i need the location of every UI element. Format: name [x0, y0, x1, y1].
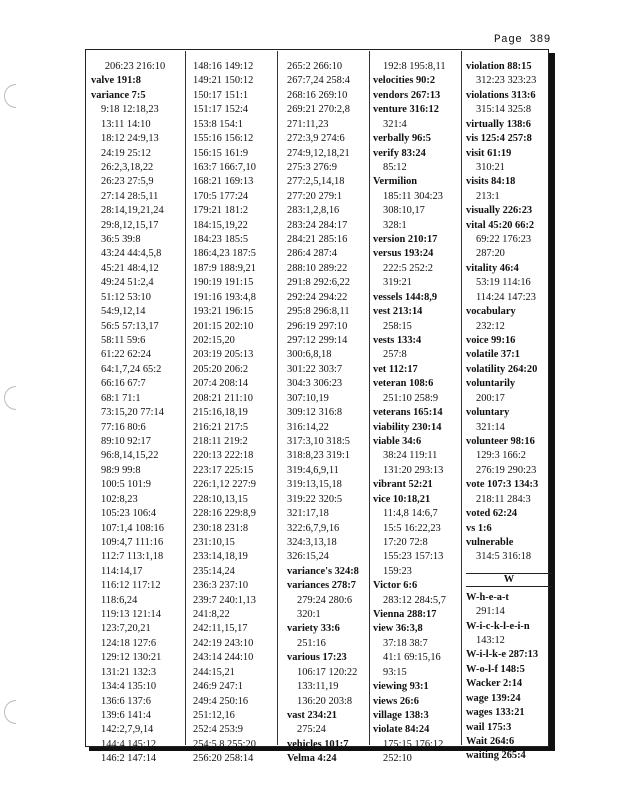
index-term: Victor 6:6 — [373, 580, 418, 592]
index-page-references: 68:1 71:1 — [101, 392, 141, 404]
index-page-references: 249:4 250:16 — [193, 695, 249, 707]
index-page-references: 148:16 149:12 — [193, 61, 254, 72]
index-term: violations 313:6 — [466, 89, 536, 101]
index-term: Vienna 288:17 — [373, 609, 437, 621]
index-page-references: 187:9 188:9,21 — [193, 262, 256, 274]
index-page-references: 267:7,24 258:4 — [287, 75, 350, 87]
index-term: wages 133:21 — [466, 707, 525, 719]
index-term: virtually 138:6 — [466, 118, 531, 130]
index-page-references: 89:10 92:17 — [101, 435, 151, 447]
index-page-references: 232:12 — [476, 320, 505, 332]
index-page-references: 186:4,23 187:5 — [193, 248, 256, 260]
column-divider — [461, 51, 462, 745]
index-page-references: 283:12 284:5,7 — [383, 594, 446, 606]
index-page-references: 275:3 276:9 — [287, 161, 337, 173]
section-letter-heading: W — [466, 573, 552, 587]
index-page-references: 233:14,18,19 — [193, 551, 248, 563]
index-term: vulnerable — [466, 536, 514, 548]
index-page-references: 319:4,6,9,11 — [287, 464, 339, 476]
index-page-references: 321:17,18 — [287, 508, 329, 520]
index-page-references: 235:14,24 — [193, 565, 235, 577]
index-page-references: 291:8 292:6,22 — [287, 277, 350, 289]
index-page-references: 77:16 80:6 — [101, 421, 146, 433]
index-page-references: 228:10,13,15 — [193, 493, 248, 505]
index-page-references: 43:24 44:4,5,8 — [101, 248, 162, 260]
index-page-references: 15:5 16:22,23 — [383, 522, 441, 534]
index-page-references: 37:18 38:7 — [383, 637, 428, 649]
index-term: vote 107:3 134:3 — [466, 479, 539, 491]
index-page-references: 27:14 28:5,11 — [101, 190, 159, 202]
index-term: W-h-e-a-t — [466, 591, 509, 603]
index-page-references: 291:14 — [476, 606, 505, 618]
index-page-references: 279:24 280:6 — [297, 594, 353, 606]
index-page-references: 17:20 72:8 — [383, 536, 428, 548]
index-page-references: 69:22 176:23 — [476, 234, 532, 246]
index-page-references: 283:1,2,8,16 — [287, 205, 340, 217]
index-page-references: 149:21 150:12 — [193, 75, 254, 87]
index-page-references: 213:1 — [476, 190, 500, 202]
index-term: voluntarily — [466, 378, 516, 390]
index-page-references: 310:21 — [476, 161, 505, 173]
index-page-references: 114:14,17 — [101, 565, 143, 577]
index-page-references: 277:2,5,14,18 — [287, 176, 345, 188]
index-page-references: 228:16 229:8,9 — [193, 508, 256, 520]
index-page-references: 184:15,19,22 — [193, 219, 248, 231]
index-term: variance 7:5 — [91, 89, 146, 101]
index-page-references: 268:16 269:10 — [287, 89, 348, 101]
index-page-references: 105:23 106:4 — [101, 508, 157, 520]
index-term: W-o-l-f 148:5 — [466, 663, 525, 675]
index-term: wail 175:3 — [466, 721, 512, 733]
index-page-references: 315:14 325:8 — [476, 104, 532, 116]
index-page-references: 258:15 — [383, 320, 412, 332]
index-term: Wait 264:6 — [466, 735, 515, 747]
index-page-references: 184:23 185:5 — [193, 234, 249, 246]
index-page-references: 106:17 120:22 — [297, 666, 358, 678]
index-page-references: 317:3,10 318:5 — [287, 435, 350, 447]
index-page-references: 51:12 53:10 — [101, 291, 151, 303]
index-term: verbally 96:5 — [373, 133, 432, 145]
index-page-references: 319:13,15,18 — [287, 479, 342, 491]
index-term: voice 99:16 — [466, 335, 516, 347]
index-page-references: 155:16 156:12 — [193, 133, 254, 145]
index-page-references: 328:1 — [383, 219, 407, 231]
index-page-references: 300:6,8,18 — [287, 349, 332, 361]
index-term: variety 33:6 — [287, 623, 340, 635]
index-page-references: 254:5,8 255:20 — [193, 738, 256, 750]
index-column-3 — [287, 60, 375, 767]
index-page-references: 284:21 285:16 — [287, 234, 348, 246]
index-term: view 36:3,8 — [373, 623, 423, 635]
index-page-references: 28:14,19,21,24 — [101, 205, 164, 217]
index-term: vice 10:18,21 — [373, 493, 431, 505]
index-term: voluntary — [466, 407, 510, 419]
index-page-references: 136:20 203:8 — [297, 695, 353, 707]
index-page-references: 153:8 154:1 — [193, 118, 243, 130]
index-page-references: 274:9,12,18,21 — [287, 147, 350, 159]
index-page-references: 200:17 — [476, 392, 505, 404]
index-page-references: 236:3 237:10 — [193, 580, 249, 592]
index-term: visits 84:18 — [466, 176, 516, 188]
index-page-references: 123:7,20,21 — [101, 623, 151, 635]
index-page-references: 143:12 — [476, 635, 505, 647]
index-page-references: 131:20 293:13 — [383, 464, 444, 476]
index-page-references: 119:13 121:14 — [101, 609, 161, 621]
index-term: viable 34:6 — [373, 435, 422, 447]
index-term: variances 278:7 — [287, 580, 356, 592]
index-page-references: 185:11 304:23 — [383, 190, 443, 202]
index-term: version 210:17 — [373, 234, 438, 246]
index-term: vis 125:4 257:8 — [466, 133, 532, 145]
index-page-references: 287:20 — [476, 248, 505, 260]
index-term: viewing 93:1 — [373, 681, 429, 693]
index-page-references: 222:5 252:2 — [383, 262, 433, 274]
index-page-references: 276:19 290:23 — [476, 464, 537, 476]
index-term: visually 226:23 — [466, 205, 533, 217]
index-page-references: 283:24 284:17 — [287, 219, 348, 231]
index-page-references: 218:11 219:2 — [193, 435, 248, 447]
index-page-references: 286:4 287:4 — [287, 248, 337, 260]
index-page-references: 118:6,24 — [101, 594, 138, 606]
index-page-references: 271:11,23 — [287, 118, 329, 130]
index-page-references: 96:8,14,15,22 — [101, 450, 159, 462]
index-page-references: 218:11 284:3 — [476, 493, 531, 505]
index-page-references: 324:3,13,18 — [287, 536, 337, 548]
column-divider — [185, 51, 186, 745]
index-page-references: 29:8,12,15,17 — [101, 219, 159, 231]
index-page-references: 205:20 206:2 — [193, 363, 249, 375]
index-term: vendors 267:13 — [373, 89, 441, 101]
index-page-references: 203:19 205:13 — [193, 349, 254, 361]
index-page-references: 208:21 211:10 — [193, 392, 253, 404]
index-page-references: 191:16 193:4,8 — [193, 291, 256, 303]
index-page-references: 318:8,23 319:1 — [287, 450, 350, 462]
index-term: veteran 108:6 — [373, 378, 434, 390]
index-page-references: 239:7 240:1,13 — [193, 594, 256, 606]
index-page-references: 142:2,7,9,14 — [101, 724, 154, 736]
index-page-references: 124:18 127:6 — [101, 637, 157, 649]
index-page-references: 38:24 119:11 — [383, 450, 438, 462]
index-term: versus 193:24 — [373, 248, 434, 260]
index-page-references: 309:12 316:8 — [287, 407, 343, 419]
index-page-references: 257:8 — [383, 349, 407, 361]
binder-hole-bottom — [4, 700, 16, 724]
index-page-references: 201:15 202:10 — [193, 320, 254, 332]
index-column-5 — [466, 60, 554, 764]
index-term: velocities 90:2 — [373, 75, 436, 87]
index-page-references: 163:7 166:7,10 — [193, 161, 256, 173]
index-term: waiting 265:4 — [466, 750, 526, 762]
index-page-references: 207:4 208:14 — [193, 378, 249, 390]
index-page-references: 319:22 320:5 — [287, 493, 343, 505]
index-term: volatility 264:20 — [466, 363, 538, 375]
index-page-references: 314:5 316:18 — [476, 551, 532, 563]
index-term: violation 88:15 — [466, 61, 532, 72]
index-term: W-i-c-k-l-e-i-n — [466, 620, 530, 632]
index-page-references: 251:16 — [297, 637, 326, 649]
index-page-references: 61:22 62:24 — [101, 349, 151, 361]
index-page-references: 18:12 24:9,13 — [101, 133, 159, 145]
index-page-references: 321:4 — [383, 118, 407, 130]
index-page-references: 316:14,22 — [287, 421, 329, 433]
index-page-references: 242:19 243:10 — [193, 637, 254, 649]
index-term: vast 234:21 — [287, 709, 337, 721]
index-page-references: 319:21 — [383, 277, 412, 289]
index-term: vibrant 52:21 — [373, 479, 433, 491]
index-term: vitality 46:4 — [466, 262, 519, 274]
index-term: Vermilion — [373, 176, 418, 188]
index-page-references: 251:12,16 — [193, 709, 235, 721]
index-term: vehicles 101:7 — [287, 738, 349, 750]
index-term: verify 83:24 — [373, 147, 426, 159]
index-page-references: 100:5 101:9 — [101, 479, 151, 491]
index-page-references: 109:4,7 111:16 — [101, 536, 164, 548]
index-page-references: 241:8,22 — [193, 609, 230, 621]
index-page-references: 133:11,19 — [297, 681, 339, 693]
index-page-references: 159:23 — [383, 565, 412, 577]
index-page-references: 226:1,12 227:9 — [193, 479, 256, 491]
index-page-references: 193:21 196:15 — [193, 306, 254, 318]
index-page-references: 251:10 258:9 — [383, 392, 439, 404]
index-term: Velma 4:24 — [287, 753, 337, 765]
index-page-references: 220:13 222:18 — [193, 450, 254, 462]
index-term: volatile 37:1 — [466, 349, 520, 361]
binder-hole-middle — [4, 386, 16, 410]
index-page-references: 156:15 161:9 — [193, 147, 249, 159]
index-page-references: 216:21 217:5 — [193, 421, 249, 433]
index-page-references: 144:4 145:12 — [101, 738, 157, 750]
index-page-references: 304:3 306:23 — [287, 378, 343, 390]
index-term: village 138:3 — [373, 709, 429, 721]
index-term: various 17:23 — [287, 652, 347, 664]
index-page-references: 24:19 25:12 — [101, 147, 151, 159]
index-page-references: 231:10,15 — [193, 536, 235, 548]
index-term: vests 133:4 — [373, 335, 422, 347]
index-page-references: 202:15,20 — [193, 335, 235, 347]
index-term: volunteer 98:16 — [466, 435, 535, 447]
index-page-references: 269:21 270:2,8 — [287, 104, 350, 116]
index-page-references: 56:5 57:13,17 — [101, 320, 159, 332]
index-page-references: 307:10,19 — [287, 392, 329, 404]
index-page-references: 321:14 — [476, 421, 505, 433]
index-term: valve 191:8 — [91, 75, 141, 87]
index-term: violate 84:24 — [373, 724, 430, 736]
index-column-2 — [193, 60, 281, 767]
index-page-references: 296:19 297:10 — [287, 320, 348, 332]
index-term: vet 112:17 — [373, 363, 418, 375]
index-page-references: 107:1,4 108:16 — [101, 522, 164, 534]
index-page-references: 93:15 — [383, 666, 407, 678]
index-page-references: 272:3,9 274:6 — [287, 133, 345, 145]
index-term: W-i-l-k-e 287:13 — [466, 649, 539, 661]
index-page-references: 192:8 195:8,11 — [383, 61, 446, 72]
binder-hole-top — [4, 84, 16, 108]
index-page-references: 129:12 130:21 — [101, 652, 162, 664]
index-page-references: 297:12 299:14 — [287, 335, 348, 347]
index-page-references: 288:10 289:22 — [287, 262, 348, 274]
index-page-references: 9:18 12:18,23 — [101, 104, 159, 116]
index-term: vital 45:20 66:2 — [466, 219, 535, 231]
index-page-references: 49:24 51:2,4 — [101, 277, 154, 289]
index-page-references: 116:12 117:12 — [101, 580, 161, 592]
index-page-references: 134:4 135:10 — [101, 681, 157, 693]
index-page-references: 170:5 177:24 — [193, 190, 249, 202]
index-page-references: 54:9,12,14 — [101, 306, 146, 318]
index-page-references: 206:23 216:10 — [104, 61, 166, 72]
page-number: Page 389 — [494, 34, 551, 46]
index-term: vest 213:14 — [373, 306, 423, 318]
index-page-references: 11:4,8 14:6,7 — [383, 508, 438, 520]
index-page-references: 320:1 — [297, 609, 321, 621]
index-page-references: 26:23 27:5,9 — [101, 176, 154, 188]
index-page-references: 58:11 59:6 — [101, 335, 146, 347]
index-page-references: 151:17 152:4 — [193, 104, 249, 116]
index-term: Wacker 2:14 — [466, 678, 523, 690]
index-term: vessels 144:8,9 — [373, 291, 438, 303]
index-page-references: 66:16 67:7 — [101, 378, 146, 390]
index-page-references: 244:15,21 — [193, 666, 235, 678]
index-page-references: 256:20 258:14 — [193, 753, 254, 765]
index-page-references: 230:18 231:8 — [193, 522, 249, 534]
index-page-references: 308:10,17 — [383, 205, 425, 217]
index-page-references: 85:12 — [383, 161, 407, 173]
index-page-references: 242:11,15,17 — [193, 623, 248, 635]
index-column-1 — [91, 60, 179, 767]
index-page-references: 190:19 191:15 — [193, 277, 254, 289]
index-term: variance's 324:8 — [287, 565, 359, 577]
index-page-references: 36:5 39:8 — [101, 234, 141, 246]
index-page-references: 102:8,23 — [101, 493, 138, 505]
index-page-references: 295:8 296:8,11 — [287, 306, 350, 318]
index-page-references: 265:2 266:10 — [287, 61, 343, 72]
index-term: views 26:6 — [373, 695, 419, 707]
index-page-references: 150:17 151:1 — [193, 89, 249, 101]
index-term: vs 1:6 — [466, 522, 492, 534]
index-page-references: 252:10 — [383, 753, 412, 765]
index-term: venture 316:12 — [373, 104, 439, 116]
index-page-references: 98:9 99:8 — [101, 464, 141, 476]
index-page-references: 53:19 114:16 — [476, 277, 531, 289]
index-page-references: 131:21 132:3 — [101, 666, 157, 678]
index-page-references: 155:23 157:13 — [383, 551, 444, 563]
index-page-references: 252:4 253:9 — [193, 724, 243, 736]
index-page-references: 41:1 69:15,16 — [383, 652, 441, 664]
index-term: viability 230:14 — [373, 421, 442, 433]
index-page-references: 326:15,24 — [287, 551, 329, 563]
index-term: visit 61:19 — [466, 147, 512, 159]
index-page-references: 139:6 141:4 — [101, 709, 151, 721]
index-page-references: 73:15,20 77:14 — [101, 407, 164, 419]
index-page-references: 301:22 303:7 — [287, 363, 343, 375]
index-page-references: 277:20 279:1 — [287, 190, 343, 202]
index-page-references: 129:3 166:2 — [476, 450, 526, 462]
index-page-references: 322:6,7,9,16 — [287, 522, 340, 534]
index-page-references: 312:23 323:23 — [476, 75, 537, 87]
index-term: voted 62:24 — [466, 508, 518, 520]
index-page-references: 275:24 — [297, 724, 326, 736]
index-page-references: 168:21 169:13 — [193, 176, 254, 188]
index-page-references: 146:2 147:14 — [101, 753, 157, 765]
index-term: veterans 165:14 — [373, 407, 443, 419]
index-page-references: 246:9 247:1 — [193, 681, 243, 693]
index-page-references: 292:24 294:22 — [287, 291, 348, 303]
index-page-references: 112:7 113:1,18 — [101, 551, 164, 563]
index-page-references: 243:14 244:10 — [193, 652, 254, 664]
index-page-references: 136:6 137:6 — [101, 695, 151, 707]
index-page-references: 223:17 225:15 — [193, 464, 254, 476]
index-page-references: 114:24 147:23 — [476, 291, 536, 303]
index-page-references: 179:21 181:2 — [193, 205, 249, 217]
index-page-references: 13:11 14:10 — [101, 118, 151, 130]
index-page-references: 64:1,7,24 65:2 — [101, 363, 162, 375]
index-term: wage 139:24 — [466, 692, 521, 704]
index-page-references: 45:21 48:4,12 — [101, 262, 159, 274]
index-page-references: 215:16,18,19 — [193, 407, 248, 419]
index-term: vocabulary — [466, 306, 516, 318]
index-column-4 — [373, 60, 461, 767]
index-page-references: 26:2,3,18,22 — [101, 161, 154, 173]
index-page-references: 175:15 176:12 — [383, 738, 444, 750]
